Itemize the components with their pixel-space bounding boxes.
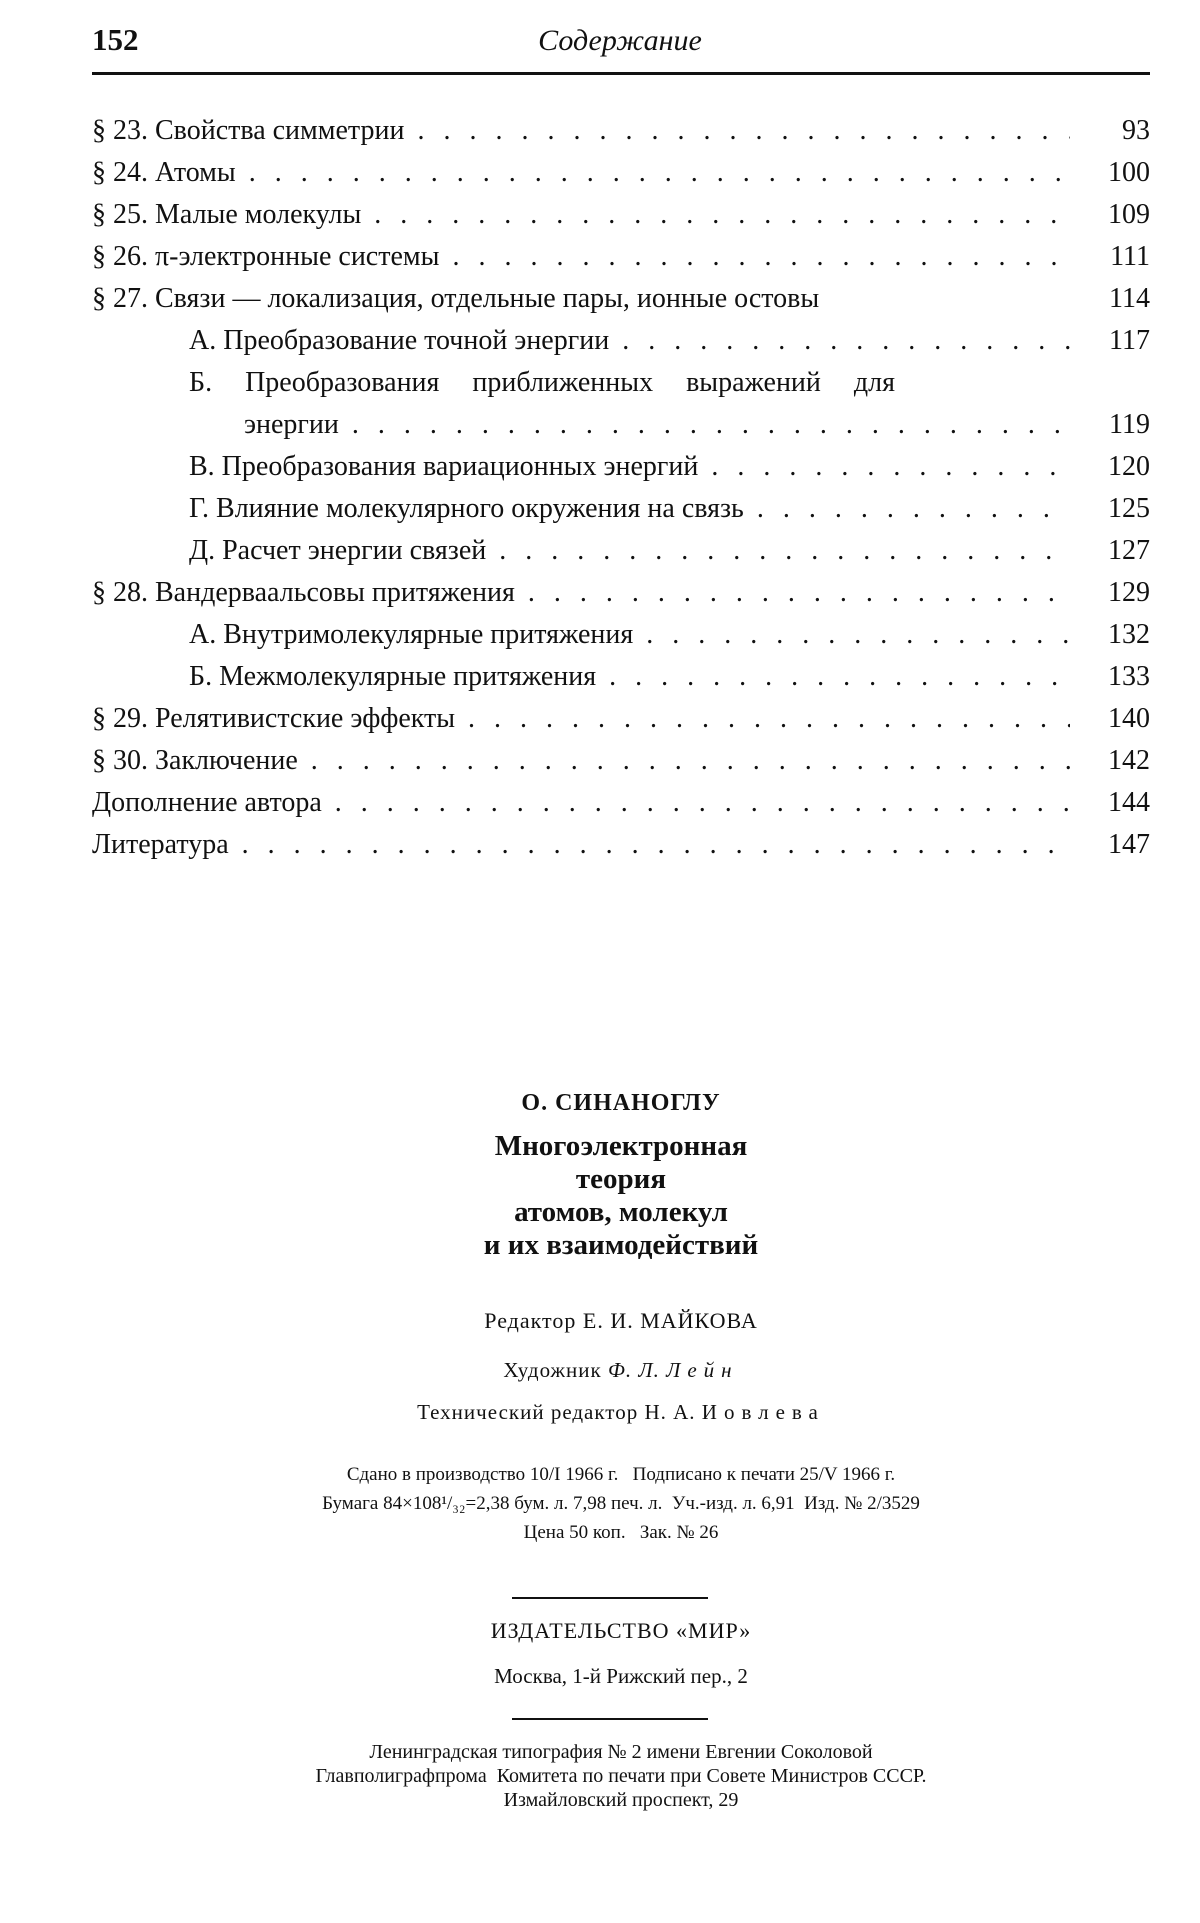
tech-editor-role: Технический редактор xyxy=(417,1400,639,1424)
toc-section-number: § 25. xyxy=(92,199,148,230)
toc-page-number: 129 xyxy=(1108,577,1150,608)
toc-title: π-электронные системы xyxy=(155,241,440,272)
artist-initials: Ф. Л. xyxy=(608,1358,660,1382)
toc-entry xyxy=(92,194,1150,236)
toc-title: Литература . . . xyxy=(92,824,1070,866)
toc-entry xyxy=(92,278,1150,320)
toc-section-number: § 28. xyxy=(92,577,148,608)
toc-title: Б. Межмолекулярные притяжения . . . xyxy=(189,656,1070,698)
toc-page-number: 144 xyxy=(1108,787,1150,818)
toc-page-number: 125 xyxy=(1108,493,1150,524)
toc-title: Связи — локализация, отдельные пары, ионные остовы xyxy=(155,283,820,314)
printer-line: Измайловский проспект, 29 xyxy=(503,1789,739,1811)
imprint-address: Москва, 1-й Рижский пер., 2 xyxy=(494,1664,748,1688)
toc-entry xyxy=(92,572,1150,614)
toc-entry xyxy=(92,740,1150,782)
toc-title: А. Внутримолекулярные притяжения . . . xyxy=(189,614,1070,656)
book-title-line: и их взаимодействий xyxy=(483,1229,759,1261)
imprint-divider xyxy=(512,1718,708,1720)
toc-page-number: 109 xyxy=(1108,199,1150,230)
imprint-printer xyxy=(92,1740,1150,1812)
toc-title: Релятивистские эффекты xyxy=(155,703,456,734)
toc-page-number: 117 xyxy=(1109,325,1150,356)
imprint-artist xyxy=(92,1358,1150,1383)
toc-page-number: 127 xyxy=(1108,535,1150,566)
toc-page-number: 111 xyxy=(1110,241,1150,272)
imprint-editor xyxy=(92,1308,1150,1334)
artist-role: Художник xyxy=(503,1358,602,1382)
toc-section-number: § 30. xyxy=(92,745,148,776)
toc-subentry xyxy=(92,656,1150,698)
running-title: Содержание xyxy=(538,24,702,57)
toc-title: Дополнение автора . . . xyxy=(92,782,1070,824)
imprint-divider xyxy=(512,1597,708,1599)
toc-page-number: 142 xyxy=(1108,745,1150,776)
toc-title: Заключение xyxy=(155,745,298,776)
toc-subentry xyxy=(92,320,1150,362)
book-title-line: теория xyxy=(575,1163,667,1195)
toc-page-number: 132 xyxy=(1108,619,1150,650)
book-title-line: Многоэлектронная xyxy=(494,1130,748,1162)
artist-surname: Лейн xyxy=(666,1358,739,1382)
toc-page-number: 147 xyxy=(1108,829,1150,860)
toc-entry xyxy=(92,824,1150,866)
printer-line: Главполиграфпрома Комитета по печати при Совете Министров СССР. xyxy=(315,1765,927,1787)
toc-entry xyxy=(92,698,1150,740)
toc-section-number: § 24. xyxy=(92,157,148,188)
pub-info-line: Сдано в производство 10/I 1966 г. Подписано к печати 25/V 1966 г. xyxy=(346,1464,896,1485)
toc-subentry xyxy=(92,614,1150,656)
pub-info-line: Цена 50 коп. Зак. № 26 xyxy=(523,1522,719,1543)
toc-title: энергии . . . xyxy=(244,404,1070,446)
page-header xyxy=(92,20,1148,64)
toc-subentry xyxy=(92,446,1150,488)
imprint-technical-editor xyxy=(92,1400,1150,1425)
toc-entry xyxy=(92,236,1150,278)
toc-section-number: § 23. xyxy=(92,115,148,146)
toc-title: Малые молекулы xyxy=(155,199,362,230)
toc-section-number: § 29. xyxy=(92,703,148,734)
printer-line: Ленинградская типография № 2 имени Евгении Соколовой xyxy=(369,1741,873,1763)
toc-title: Свойства симметрии xyxy=(155,115,405,146)
toc-title: Вандерваальсовы притяжения xyxy=(155,577,515,608)
toc-page-number: 100 xyxy=(1108,157,1150,188)
header-rule xyxy=(92,72,1150,75)
toc-page-number: 140 xyxy=(1108,703,1150,734)
toc-page-number: 119 xyxy=(1109,409,1150,440)
toc-title: А. Преобразование точной энергии . . . xyxy=(189,320,1070,362)
toc-title: Атомы xyxy=(155,157,236,188)
toc-title: Б. Преобразования приближенных выражений для xyxy=(189,367,895,398)
toc-title: Г. Влияние молекулярного окружения на связь . . . xyxy=(189,488,1070,530)
page-number: 152 xyxy=(92,22,139,57)
editor-role: Редактор xyxy=(484,1308,577,1333)
tech-editor-surname: Иовлева xyxy=(701,1400,825,1424)
toc-subentry xyxy=(92,362,1150,404)
table-of-contents xyxy=(92,110,1150,866)
imprint-author: О. СИНАНОГЛУ xyxy=(521,1090,721,1116)
toc-page-number: 120 xyxy=(1108,451,1150,482)
toc-title: Д. Расчет энергии связей . . . xyxy=(189,530,1070,572)
toc-subentry-continued xyxy=(92,404,1150,446)
toc-entry xyxy=(92,152,1150,194)
toc-subentry xyxy=(92,488,1150,530)
toc-page-number: 133 xyxy=(1108,661,1150,692)
toc-section-number: § 27. xyxy=(92,283,148,314)
toc-subentry xyxy=(92,530,1150,572)
toc-entry xyxy=(92,782,1150,824)
imprint-book-title xyxy=(92,1130,1150,1262)
toc-section-number: § 26. xyxy=(92,241,148,272)
editor-name: Е. И. МАЙКОВА xyxy=(582,1308,758,1333)
book-title-line: атомов, молекул xyxy=(514,1196,728,1228)
pub-info-line: Бумага 84×108¹/₃₂=2,38 бум. л. 7,98 печ. л. Уч.-изд. л. 6,91 Изд. № 2/3529 xyxy=(322,1493,920,1514)
toc-title: В. Преобразования вариационных энергий . . . xyxy=(189,446,1070,488)
toc-page-number: 114 xyxy=(1109,283,1150,314)
imprint-publication-info xyxy=(92,1460,1150,1547)
imprint-publisher: ИЗДАТЕЛЬСТВО «МИР» xyxy=(490,1618,752,1643)
toc-entry xyxy=(92,110,1150,152)
tech-editor-initials: Н. А. xyxy=(644,1400,696,1424)
toc-page-number: 93 xyxy=(1122,115,1150,146)
